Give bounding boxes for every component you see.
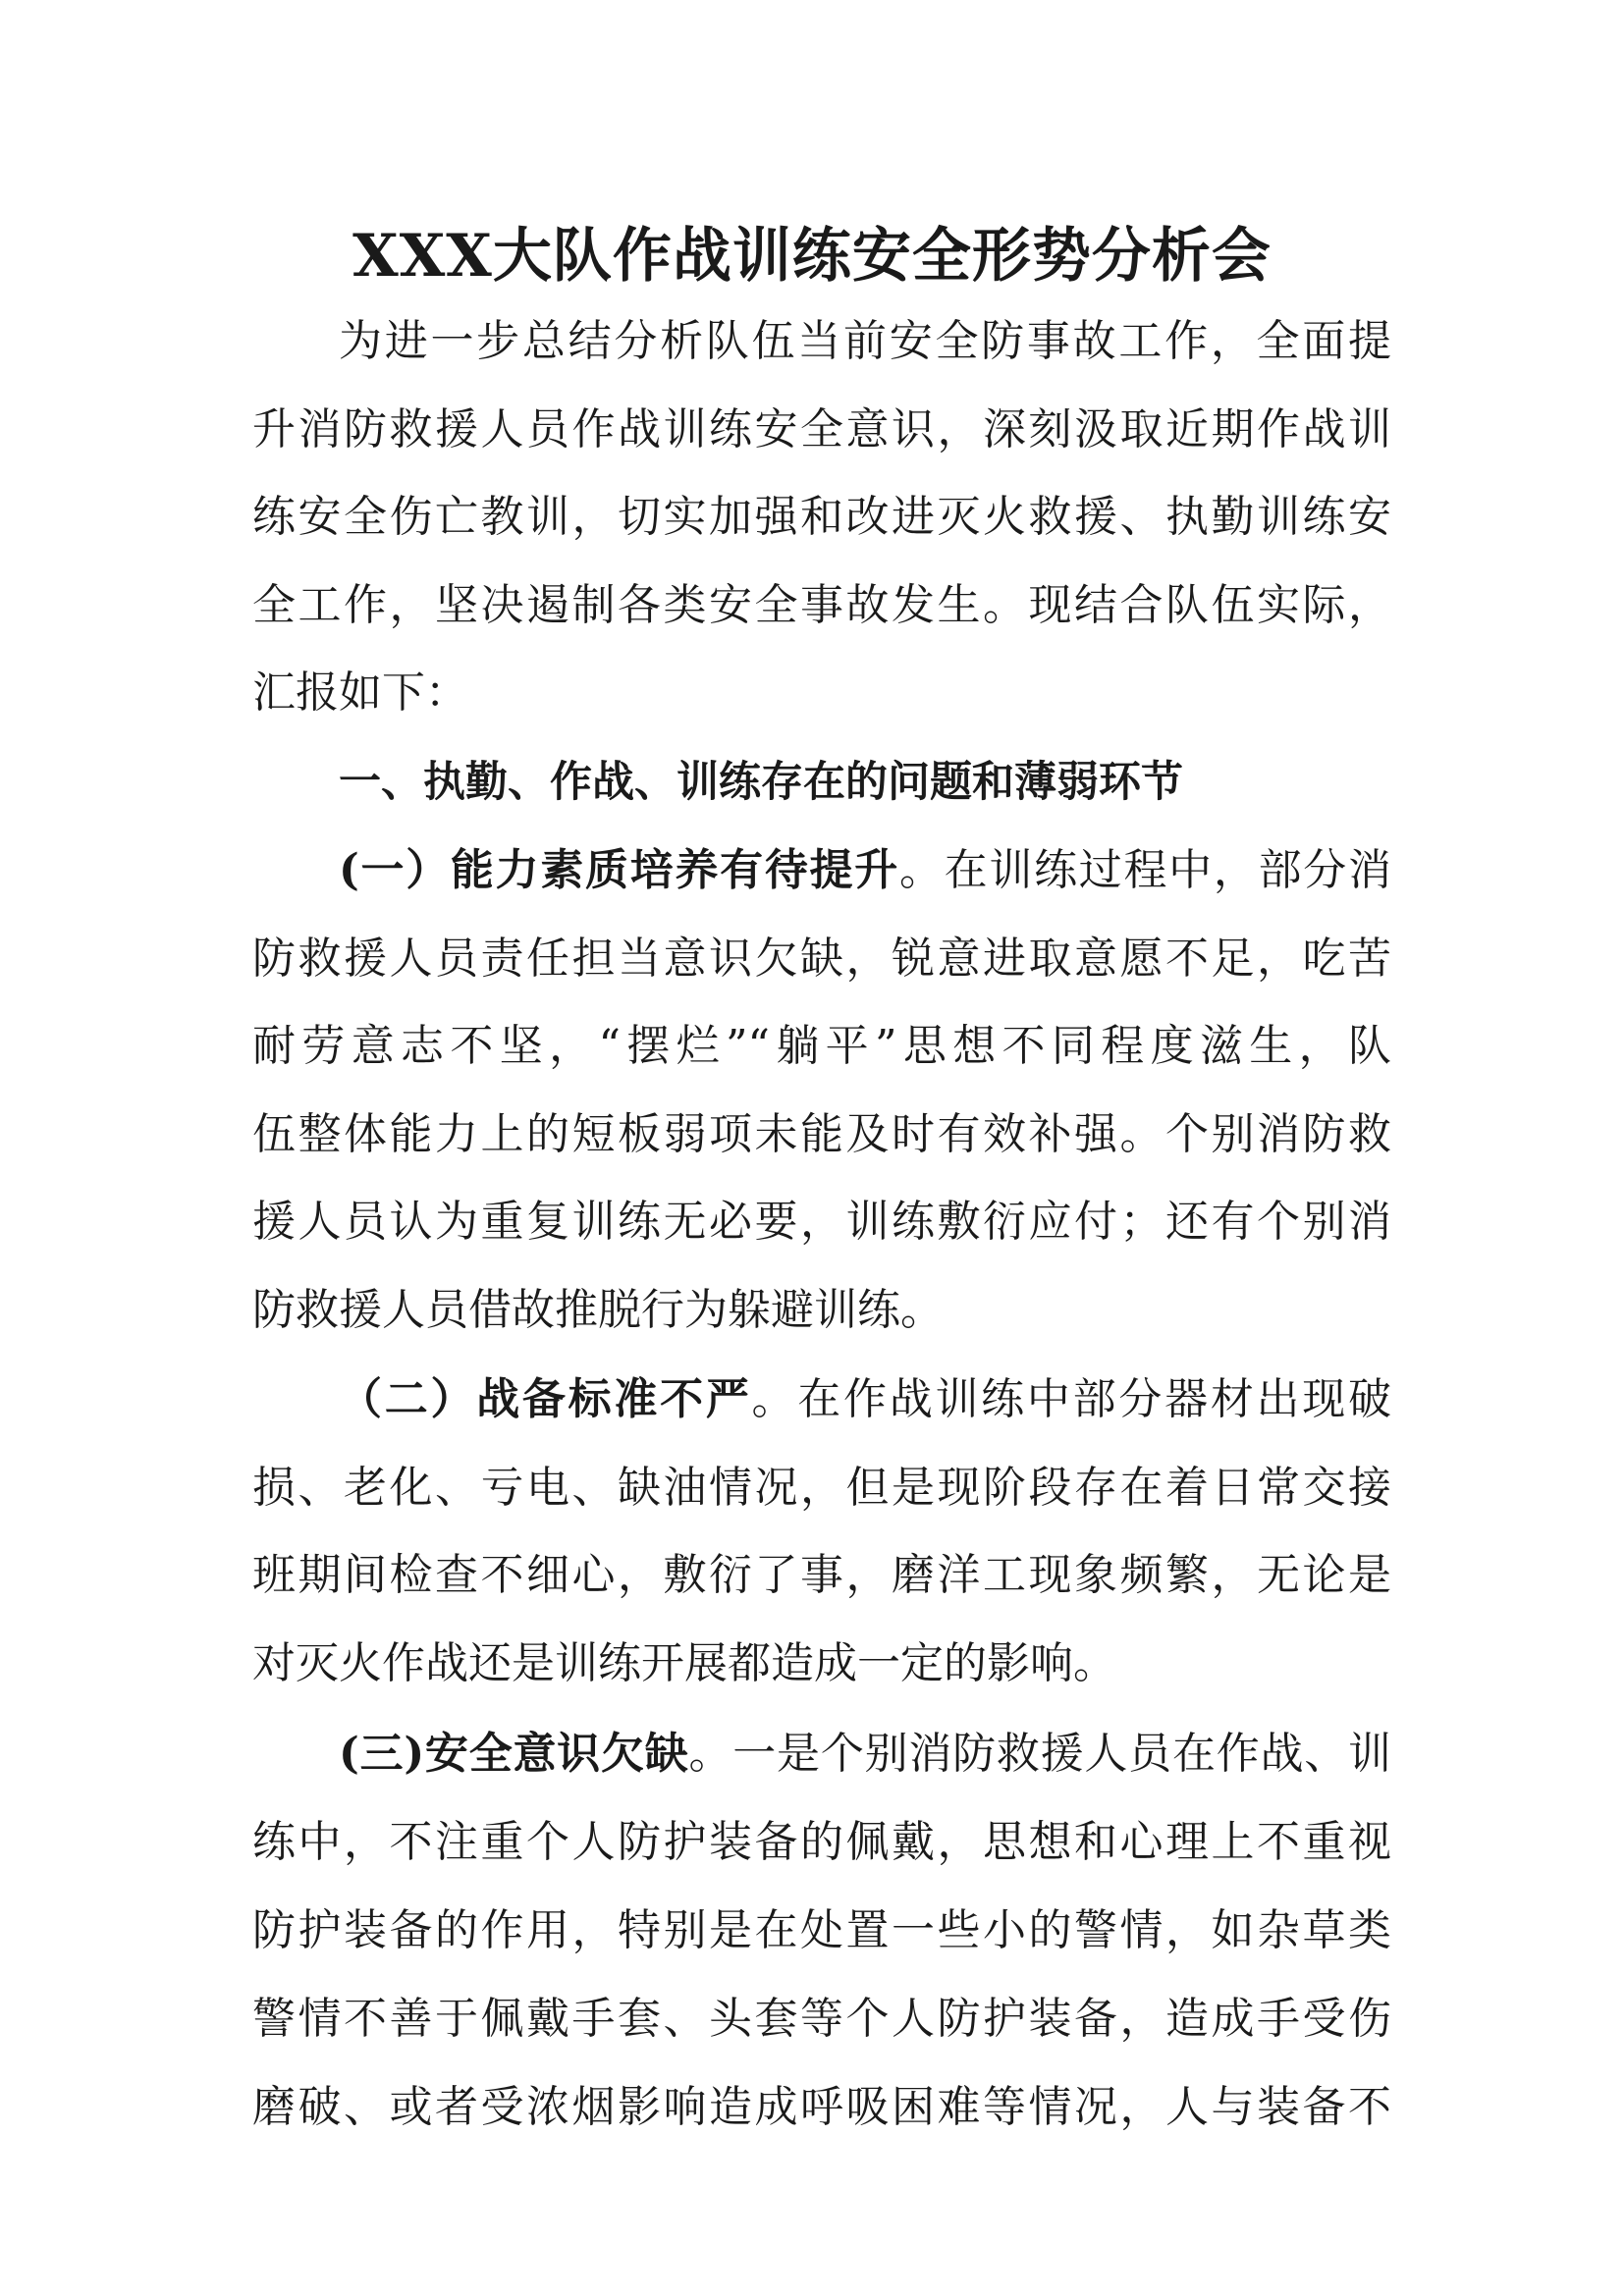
item2-line-4: 对灭火作战还是训练开展都造成一定的影响。	[252, 1638, 1116, 1688]
item1-line-2: 防救援人员责任担当意识欠缺，锐意进取意愿不足，吃苦	[252, 934, 1391, 984]
intro-line-1: 为进一步总结分析队伍当前安全防事故工作，全面提	[339, 316, 1391, 366]
item1-first-line	[339, 827, 1391, 915]
section-heading-1: 一、执勤、作战、训练存在的问题和薄弱环节	[339, 758, 1183, 807]
document-title: XXX大队作战训练安全形势分析会	[352, 222, 1272, 291]
item1-line-6: 防救援人员借故推脱行为躲避训练。	[252, 1285, 944, 1335]
intro-line-3: 练安全伤亡教训，切实加强和改进灭火救援、执勤训练安	[252, 492, 1391, 542]
intro-line-5: 汇报如下：	[252, 667, 468, 718]
item3-heading: (三)安全意识欠缺	[339, 1729, 689, 1779]
item3-first-line	[339, 1710, 1391, 1798]
item2-line-2: 损、老化、亏电、缺油情况，但是现阶段存在着日常交接	[252, 1463, 1391, 1513]
item1-first-text: 。在训练过程中，部分消	[898, 845, 1391, 895]
item3-line-4: 警情不善于佩戴手套、头套等个人防护装备，造成手受伤	[252, 1994, 1391, 2044]
item3-first-text: 。一是个别消防救援人员在作战、训	[688, 1729, 1392, 1779]
intro-line-2: 升消防救援人员作战训练安全意识，深刻汲取近期作战训	[252, 404, 1391, 454]
item2-heading: （二）战备标准不严	[339, 1374, 752, 1424]
item2-first-text: 。在作战训练中部分器材出现破	[751, 1374, 1392, 1424]
item2-line-3: 班期间检查不细心，敷衍了事，磨洋工现象频繁，无论是	[252, 1550, 1391, 1600]
item1-line-5: 援人员认为重复训练无必要，训练敷衍应付；还有个别消	[252, 1197, 1391, 1247]
item1-heading: (一）能力素质培养有待提升	[339, 845, 899, 895]
item2-first-line	[339, 1356, 1391, 1444]
item1-line-3: 耐劳意志不坚，“摆烂”“躺平”思想不同程度滋生，队	[252, 1021, 1391, 1071]
intro-line-4: 全工作，坚决遏制各类安全事故发生。现结合队伍实际，	[252, 580, 1391, 630]
item3-line-2: 练中，不注重个人防护装备的佩戴，思想和心理上不重视	[252, 1817, 1391, 1867]
item3-line-3: 防护装备的作用，特别是在处置一些小的警情，如杂草类	[252, 1905, 1391, 1955]
item3-line-5: 磨破、或者受浓烟影响造成呼吸困难等情况，人与装备不	[252, 2082, 1391, 2132]
item1-line-4: 伍整体能力上的短板弱项未能及时有效补强。个别消防救	[252, 1109, 1391, 1159]
